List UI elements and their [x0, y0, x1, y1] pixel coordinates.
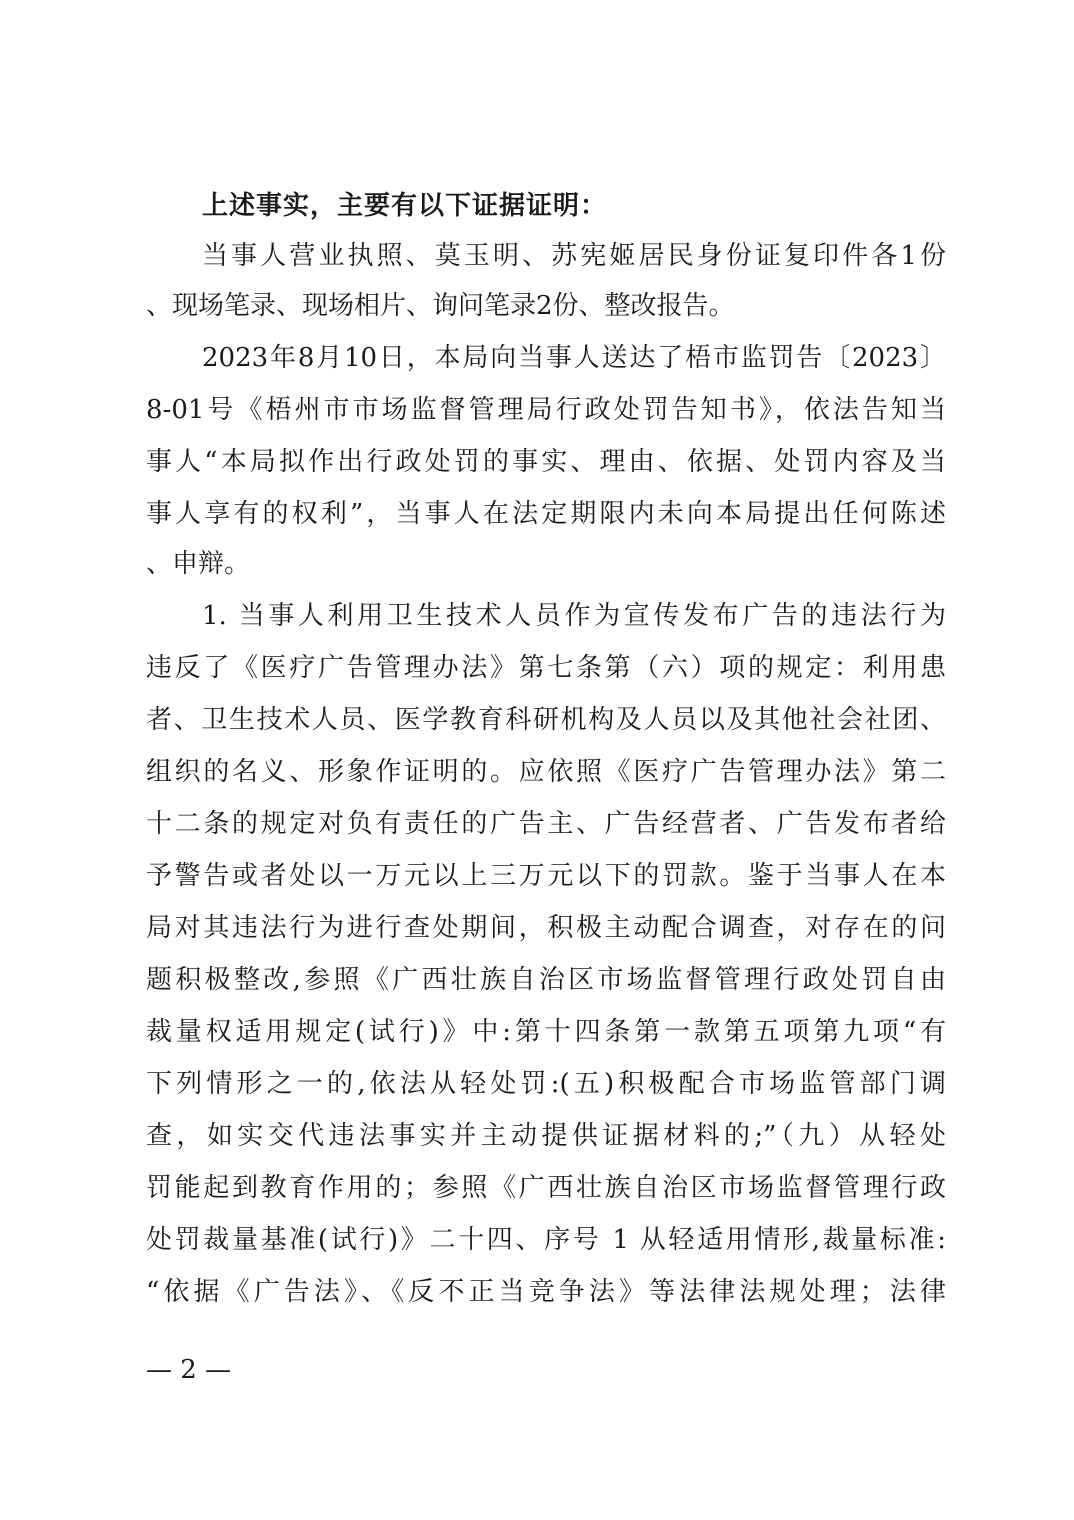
text-line: 当事人营业执照、莫玉明、苏宪姬居民身份证复印件各1份 [202, 241, 946, 271]
text-line: 、现场笔录、现场相片、询问笔录2份、整改报告。 [146, 291, 735, 321]
text-line: 事人享有的权利”，当事人在法定期限内未向本局提出任何陈述 [146, 499, 946, 529]
evidence-heading: 上述事实，主要有以下证据证明： [202, 191, 608, 221]
text-line: 予警告或者处以一万元以上三万元以下的罚款。鉴于当事人在本 [146, 861, 946, 891]
text-line: 罚能起到教育作用的；参照《广西壮族自治区市场监督管理行政 [146, 1173, 946, 1203]
text-line: 者、卫生技术人员、医学教育科研机构及人员以及其他社会社团、 [146, 705, 946, 735]
page-number: — 2 — [146, 1355, 232, 1385]
text-line: “依据《广告法》、《反不正当竞争法》等法律法规处理；法律 [146, 1277, 946, 1307]
text-line: 查，如实交代违法事实并主动提供证据材料的;”（九）从轻处 [146, 1121, 946, 1151]
text-line: 1. 当事人利用卫生技术人员作为宣传发布广告的违法行为 [202, 601, 946, 631]
text-line: 裁量权适用规定(试行)》中:第十四条第一款第五项第九项“有 [146, 1017, 946, 1047]
text-line: 违反了《医疗广告管理办法》第七条第（六）项的规定：利用患 [146, 653, 946, 683]
text-line: 处罚裁量基准(试行)》二十四、序号 1 从轻适用情形,裁量标准: [146, 1225, 946, 1255]
text-line: 2023年8月10日，本局向当事人送达了梧市监罚告〔2023〕 [202, 343, 946, 373]
text-line: 、申辩。 [146, 549, 251, 579]
text-line: 事人“本局拟作出行政处罚的事实、理由、依据、处罚内容及当 [146, 447, 946, 477]
text-line: 8-01号《梧州市市场监督管理局行政处罚告知书》，依法告知当 [146, 395, 946, 425]
text-line: 下列情形之一的,依法从轻处罚:(五)积极配合市场监管部门调 [146, 1069, 946, 1099]
text-line: 十二条的规定对负有责任的广告主、广告经营者、广告发布者给 [146, 809, 946, 839]
text-line: 局对其违法行为进行查处期间，积极主动配合调查，对存在的问 [146, 913, 946, 943]
text-line: 题积极整改,参照《广西壮族自治区市场监督管理行政处罚自由 [146, 965, 946, 995]
text-line: 组织的名义、形象作证明的。应依照《医疗广告管理办法》第二 [146, 757, 946, 787]
